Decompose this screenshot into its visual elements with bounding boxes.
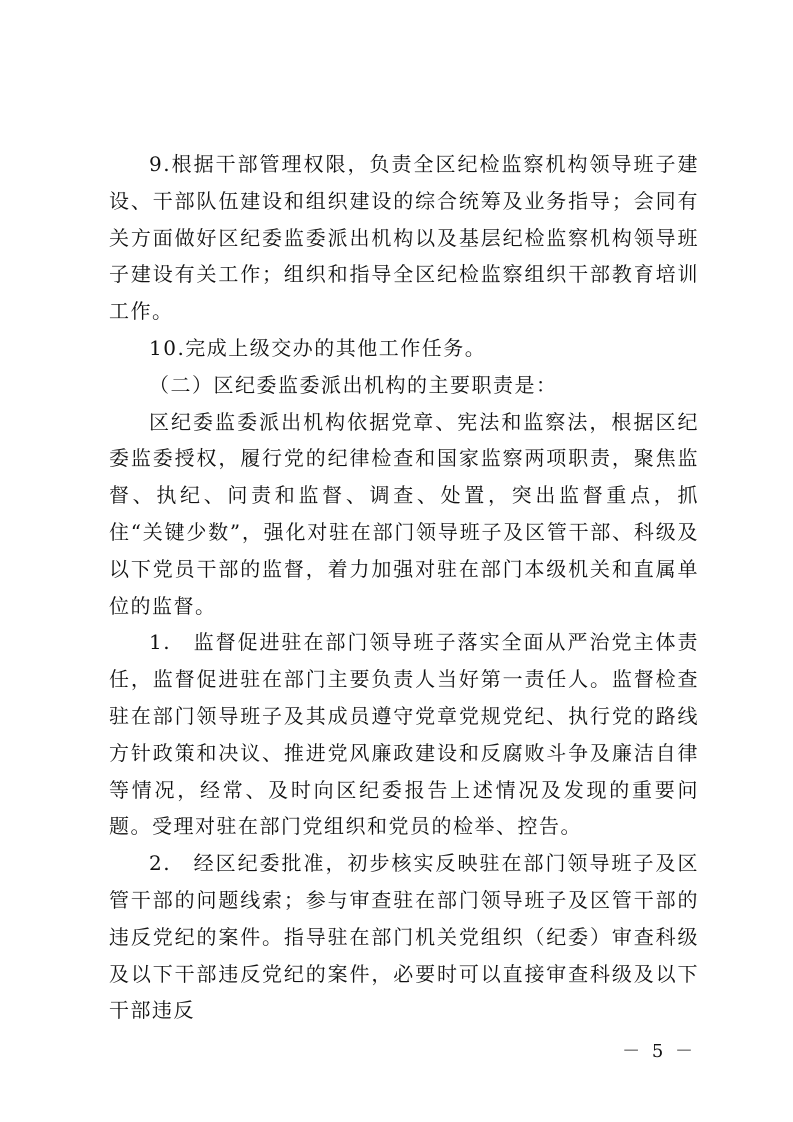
paragraph-item-9: 9.根据干部管理权限，负责全区纪检监察机构领导班子建设、干部队伍建设和组织建设的综合统筹及业务指导；会同有关方面做好区纪委监委派出机构以及基层纪检监察机构领导班子建设有关工作；组织和指导全区纪检监察组织干部教育培训工作。 [109,152,699,324]
paragraph-intro: 区纪委监委派出机构依据党章、宪法和监察法，根据区纪委监委授权，履行党的纪律检查和国家监察两项职责，聚焦监督、执纪、问责和监督、调查、处置，突出监督重点，抓住“关键少数”，强化对驻在部门领导班子及区管干部、科级及以下党员干部的监督，着力加强对驻在部门本级机关和直属单位的监督。 [109,409,699,618]
body-text [109,146,699,1029]
paragraph-item-1: 1. 监督促进驻在部门领导班子落实全面从严治党主体责任，监督促进驻在部门主要负责人当好第一责任人。监督检查驻在部门领导班子及其成员遵守党章党规党纪、执行党的路线方针政策和决议、推进党风廉政建设和反腐败斗争及廉洁自律等情况，经常、及时向区纪委报告上述情况及发现的重要问题。受理对驻在部门党组织和党员的检举、控告。 [109,630,699,839]
paragraph-item-2: 2. 经区纪委批准，初步核实反映驻在部门领导班子及区管干部的问题线索；参与审查驻在部门领导班子及区管干部的违反党纪的案件。指导驻在部门机关党组织（纪委）审查科级及以下干部违反党纪的案件，必要时可以直接审查科级及以下干部违反 [109,851,699,1023]
page-number: － 5 － [622,1041,696,1062]
paragraph-item-10: 10.完成上级交办的其他工作任务。 [149,335,487,360]
section-heading: （二）区纪委监委派出机构的主要职责是： [149,372,558,397]
